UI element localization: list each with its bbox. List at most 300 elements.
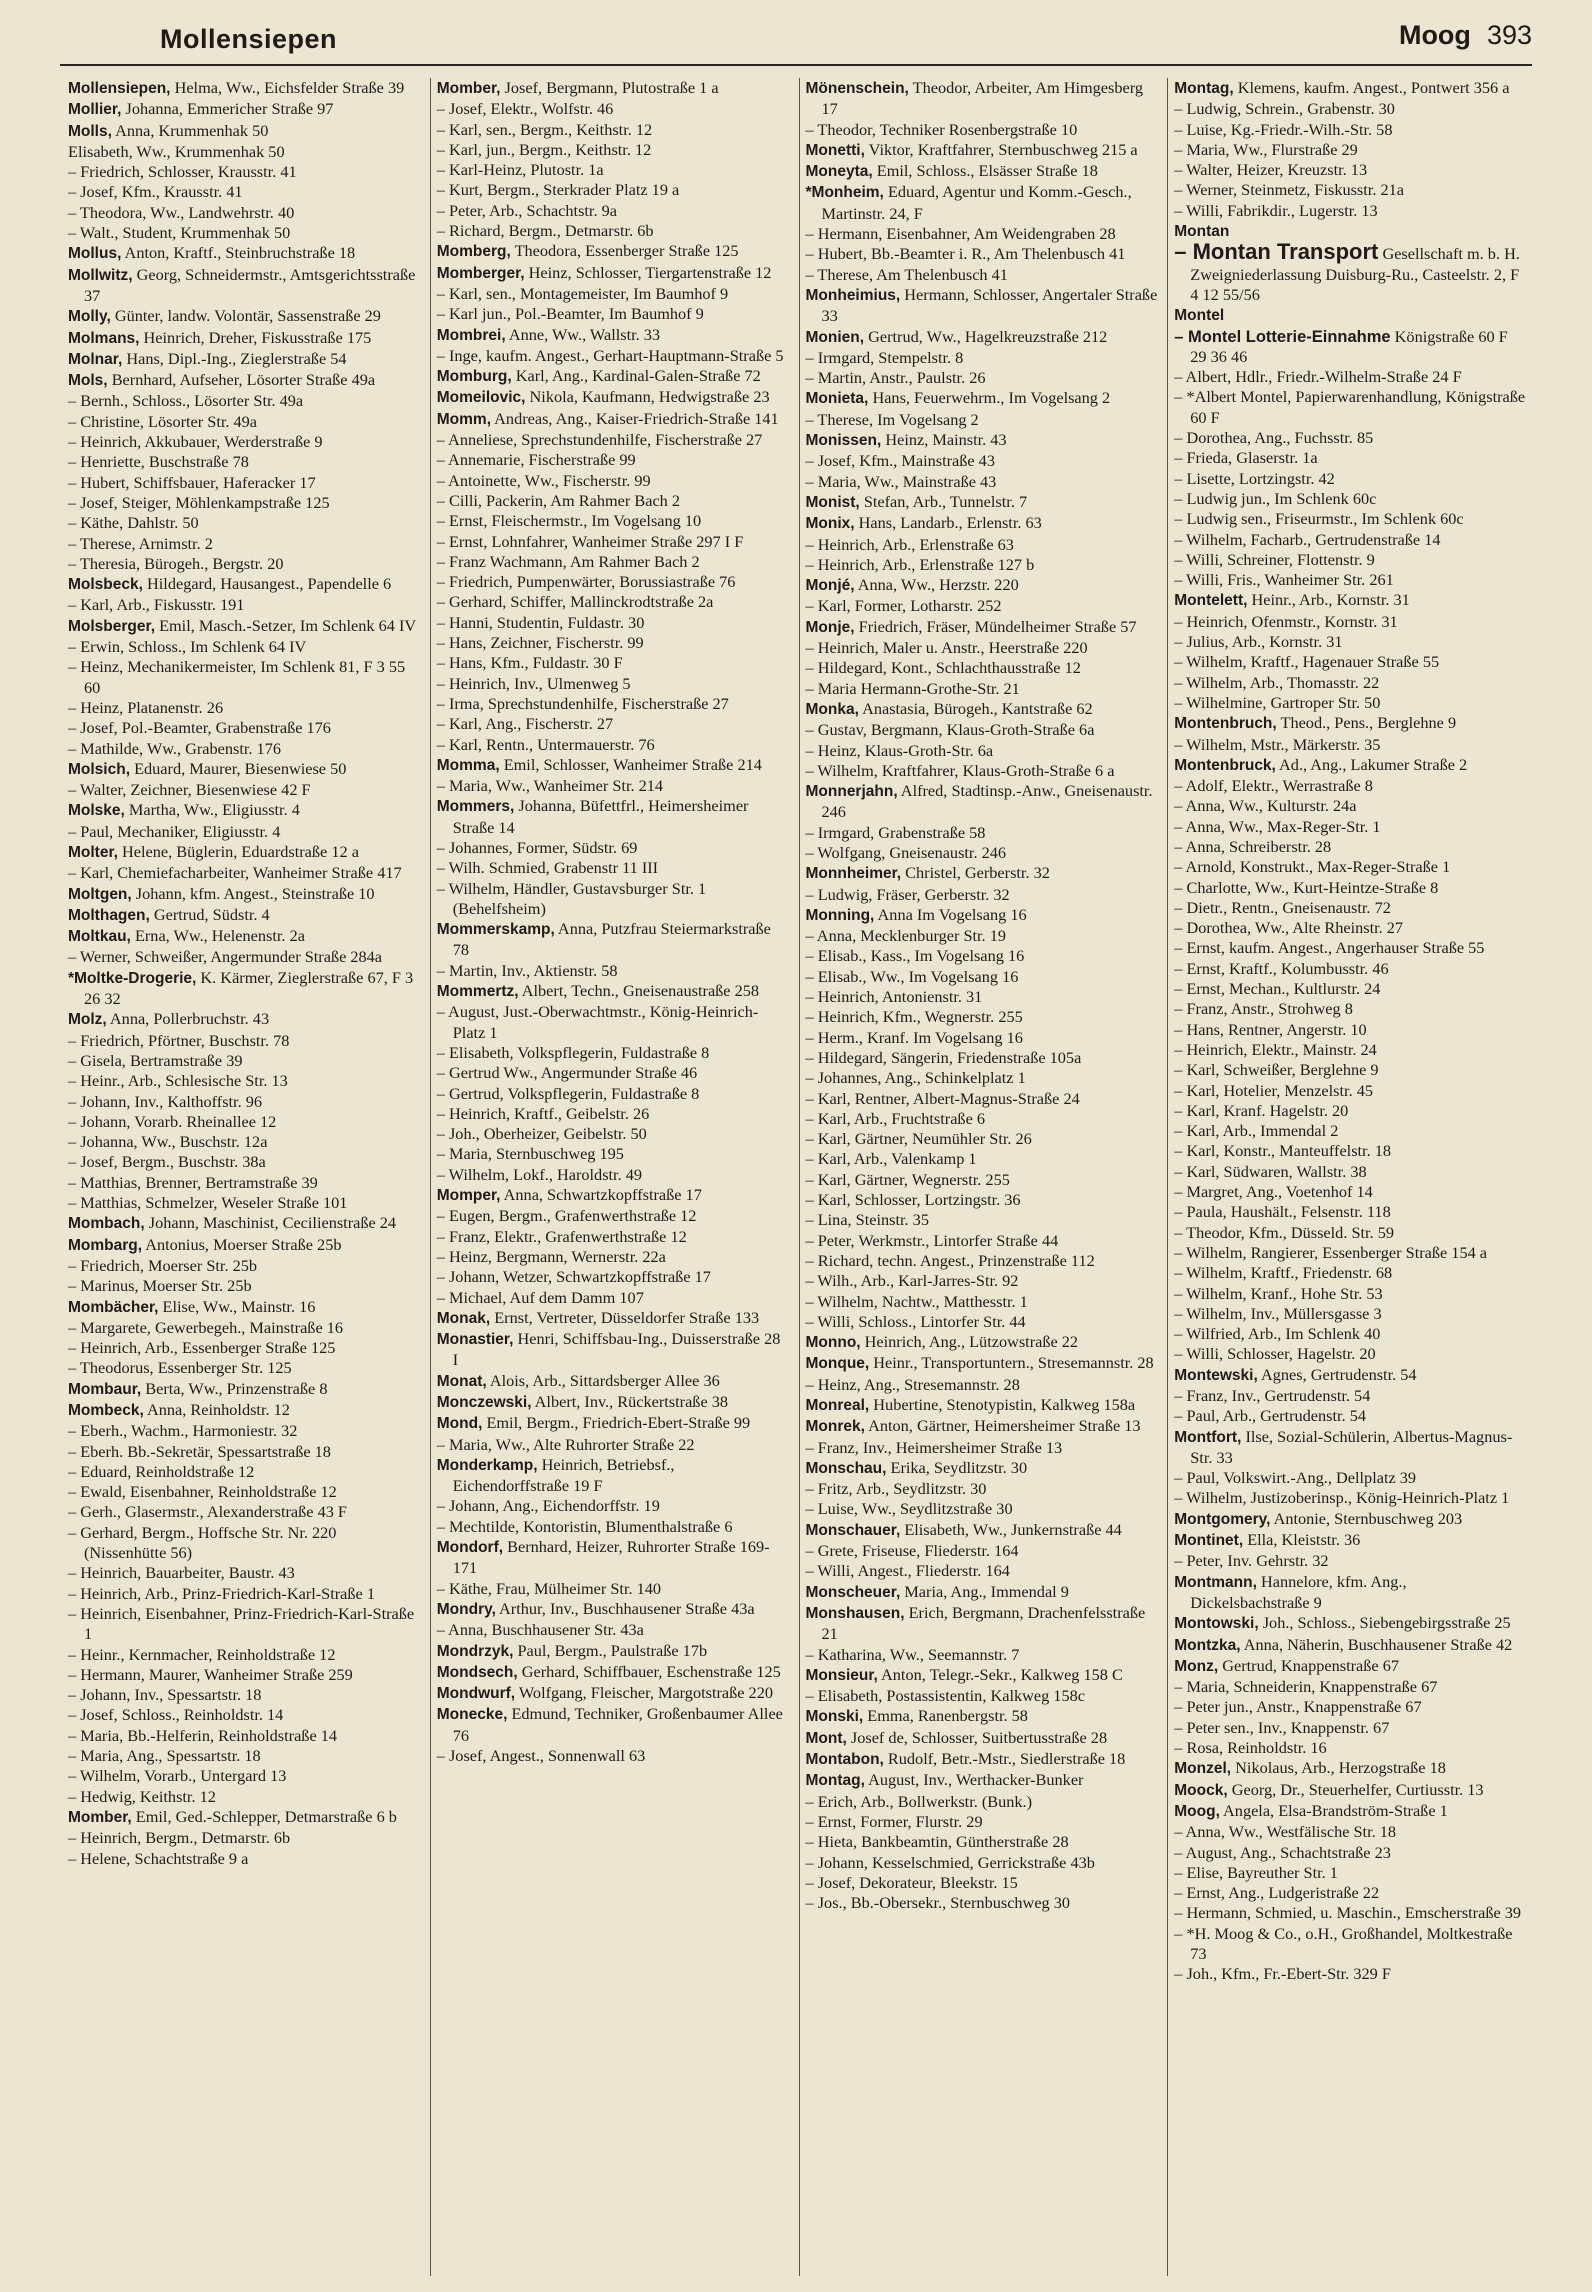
entry-details: Eduard, Maurer, Biesenwiese 50 — [130, 758, 347, 778]
directory-entry — [437, 140, 790, 160]
entry-surname: Montelett, — [1174, 592, 1248, 610]
entry-surname: Montenbruck, — [1174, 756, 1276, 774]
entry-details: – Eberh., Wachm., Harmoniestr. 32 — [68, 1421, 298, 1441]
entry-details: Anna, Näherin, Buschhausener Straße 42 — [1240, 1634, 1513, 1654]
entry-details: – Annemarie, Fischerstraße 99 — [436, 450, 636, 470]
directory-entry — [1174, 1060, 1527, 1080]
entry-details: Elisabeth, Ww., Krummenhak 50 — [68, 141, 285, 161]
directory-entry — [68, 306, 421, 327]
entry-details: Nikola, Kaufmann, Hedwigstraße 23 — [525, 387, 770, 407]
entry-surname: Mondwurf, — [436, 1685, 516, 1703]
entry-surname: Monreal, — [805, 1397, 870, 1414]
entry-details: Klemens, kaufm. Angest., Pontwert 356 a — [1233, 78, 1510, 97]
entry-details: Erna, Ww., Helenenstr. 2a — [130, 926, 305, 946]
entry-details: – Josef, Kfm., Mainstraße 43 — [805, 451, 995, 471]
entry-details: – *Albert Montel, Papierwarenhandlung, Königstraße 60 F — [1174, 387, 1526, 427]
entry-surname: Molsberger, — [68, 617, 155, 635]
entry-surname: Moock, — [1174, 1781, 1228, 1799]
entry-details: – Franz, Anstr., Strohweg 8 — [1174, 999, 1353, 1019]
entry-details: Angela, Elsa-Brandström-Straße 1 — [1219, 1800, 1448, 1820]
entry-details: Gesellschaft m. b. H. Zweigniederlassung Duisburg-Ru., Casteelstr. 2, F 4 12 55/56 — [1190, 244, 1520, 304]
directory-entry — [68, 1849, 421, 1869]
directory-entry — [1174, 1677, 1527, 1697]
directory-entry — [1174, 570, 1527, 590]
entry-details: Erich, Bergmann, Drachenfelsstraße 21 — [821, 1602, 1146, 1644]
directory-entry — [1174, 1758, 1527, 1779]
entry-details: Hans, Landarb., Erlenstr. 63 — [854, 513, 1042, 533]
entry-surname: Mollus, — [68, 245, 122, 263]
directory-entry — [437, 1165, 790, 1185]
directory-entry — [437, 1084, 790, 1104]
directory-entry — [437, 1185, 790, 1206]
entry-details: – Hans, Zeichner, Fischerstr. 99 — [436, 633, 644, 653]
entry-details: – Maria Hermann-Grothe-Str. 21 — [805, 678, 1020, 698]
directory-entry — [437, 838, 790, 858]
directory-entry — [1174, 776, 1527, 796]
directory-entry — [806, 1686, 1159, 1706]
entry-details: – Franz, Elektr., Grafenwerthstraße 12 — [436, 1226, 687, 1246]
directory-entry — [437, 919, 790, 961]
entry-surname: Monzel, — [1174, 1760, 1232, 1778]
directory-entry — [437, 1043, 790, 1063]
directory-entry — [68, 142, 421, 162]
directory-entry — [1174, 327, 1527, 368]
entry-details: Anton, Telegr.-Sekr., Kalkweg 158 C — [877, 1664, 1123, 1684]
entry-details: – Inge, kaufm. Angest., Gerhart-Hauptmann-Straße 5 — [436, 345, 784, 365]
directory-entry — [437, 532, 790, 552]
entry-details: – Heinrich, Akkubauer, Werderstraße 9 — [68, 432, 323, 452]
entry-details: Helene, Büglerin, Eduardstraße 12 a — [117, 841, 359, 861]
directory-entry — [437, 1517, 790, 1537]
entry-details: – Heinrich, Kraftf., Geibelstr. 26 — [436, 1103, 650, 1123]
directory-entry — [68, 1152, 421, 1172]
directory-entry — [68, 637, 421, 657]
directory-entry — [68, 391, 421, 411]
entry-details: Anton, Kraftf., Steinbruchstraße 18 — [121, 243, 356, 263]
entry-surname: Monjé, — [805, 577, 855, 595]
directory-entry — [806, 1438, 1159, 1458]
entry-details: – Wilhelm, Nachtw., Matthesstr. 1 — [805, 1291, 1028, 1311]
directory-entry — [68, 1766, 421, 1786]
entry-surname: Momma, — [436, 756, 500, 774]
entry-details: Viktor, Kraftfahrer, Sternbuschweg 215 a — [864, 139, 1138, 159]
entry-details: – Wilfried, Arb., Im Schlenk 40 — [1174, 1324, 1381, 1344]
directory-entry — [68, 616, 421, 637]
directory-entry — [437, 491, 790, 511]
entry-surname: Mondorf, — [436, 1539, 504, 1557]
entry-details: – Heinrich, Bergm., Detmarstr. 6b — [68, 1828, 291, 1848]
directory-entry — [1174, 1656, 1527, 1677]
directory-entry — [437, 653, 790, 673]
entry-details: – Kurt, Bergm., Sterkrader Platz 19 a — [436, 180, 680, 200]
entry-details: – Mathilde, Ww., Grabenstr. 176 — [68, 738, 281, 758]
entry-surname: Mollwitz, — [68, 266, 133, 284]
entry-details: Theod., Pens., Berglehne 9 — [1276, 713, 1457, 733]
columns-container — [62, 78, 1536, 2276]
entry-surname: Molls, — [68, 122, 112, 140]
directory-entry — [437, 755, 790, 776]
directory-entry — [806, 863, 1159, 884]
directory-entry — [68, 1563, 421, 1583]
entry-details: – Dietr., Rentn., Gneisenaustr. 72 — [1174, 897, 1391, 917]
entry-details: Johanna, Büfettfrl., Heimersheimer Straße 14 — [452, 796, 749, 837]
entry-details: – Johann, Vorarb. Rheinallee 12 — [68, 1111, 277, 1131]
directory-entry — [1174, 857, 1527, 877]
entry-surname: Molsbeck, — [68, 576, 143, 594]
directory-entry — [1174, 999, 1527, 1019]
directory-entry — [68, 863, 421, 883]
entry-surname: Monheimius, — [805, 286, 901, 304]
entry-details: – Lina, Steinstr. 35 — [805, 1210, 929, 1230]
header-right-guide-word: Moog — [1398, 20, 1471, 50]
entry-surname: Molmans, — [68, 329, 140, 347]
directory-entry — [806, 1479, 1159, 1499]
directory-entry — [1174, 1243, 1527, 1263]
directory-entry — [1174, 713, 1527, 734]
directory-entry — [68, 1787, 421, 1807]
entry-details: – Wilhelm, Lokf., Haroldstr. 49 — [436, 1164, 642, 1184]
directory-entry — [68, 759, 421, 780]
column-3 — [800, 78, 1169, 2276]
directory-entry — [806, 1416, 1159, 1437]
directory-entry — [1174, 1040, 1527, 1060]
directory-entry — [437, 1746, 790, 1766]
directory-entry — [437, 1206, 790, 1226]
entry-surname: Momeilovic, — [436, 389, 526, 407]
directory-entry — [68, 452, 421, 472]
entry-details: – Gustav, Bergmann, Klaus-Groth-Straße 6a — [805, 720, 1095, 740]
entry-details: – Wilh., Arb., Karl-Jarres-Str. 92 — [805, 1271, 1019, 1291]
directory-entry — [806, 926, 1159, 946]
entry-details: – Wolfgang, Gneisenaustr. 246 — [805, 842, 1007, 862]
directory-entry — [437, 241, 790, 262]
entry-details: – Dorothea, Ww., Alte Rheinstr. 27 — [1174, 918, 1404, 938]
entry-details: Ilse, Sozial-Schülerin, Albertus-Magnus-Str. 33 — [1190, 1426, 1513, 1467]
entry-surname: Montag, — [1174, 80, 1234, 97]
directory-entry — [1174, 550, 1527, 570]
directory-entry — [806, 265, 1159, 285]
entry-surname: Monnheimer, — [805, 865, 902, 883]
entry-details: – Antoinette, Ww., Fischerstr. 99 — [436, 470, 651, 490]
directory-entry — [806, 1603, 1159, 1645]
directory-entry — [68, 884, 421, 905]
directory-entry — [68, 223, 421, 243]
entry-details: – Heinrich, Ofenmstr., Kornstr. 31 — [1174, 611, 1398, 631]
entry-details: – Ewald, Eisenbahner, Reinholdstraße 12 — [68, 1482, 337, 1502]
entry-details: Johann, kfm. Angest., Steinstraße 10 — [131, 883, 375, 903]
directory-entry — [806, 1792, 1159, 1812]
entry-details: – Irmgard, Stempelstr. 8 — [805, 347, 964, 367]
entry-details: – Maria, Ww., Flurstraße 29 — [1174, 139, 1358, 159]
entry-surname: Monz, — [1174, 1657, 1219, 1675]
directory-entry — [806, 946, 1159, 966]
directory-entry — [1174, 1738, 1527, 1758]
directory-entry — [806, 761, 1159, 781]
directory-entry — [437, 201, 790, 221]
directory-entry — [1174, 1551, 1527, 1571]
directory-entry — [68, 182, 421, 202]
directory-entry — [806, 161, 1159, 182]
directory-entry — [68, 822, 421, 842]
entry-details: – Luise, Ww., Seydlitzstraße 30 — [805, 1499, 1013, 1519]
entry-details: – Maria, Schneiderin, Knappenstraße 67 — [1174, 1677, 1438, 1697]
directory-entry — [1174, 1304, 1527, 1324]
entry-details: – Peter, Arb., Schachtstr. 9a — [436, 200, 617, 220]
directory-entry — [806, 492, 1159, 513]
entry-details: – Martin, Inv., Aktienstr. 58 — [436, 960, 618, 980]
directory-entry — [806, 224, 1159, 244]
entry-details: – Wilhelm, Mstr., Märkerstr. 35 — [1174, 734, 1381, 754]
directory-entry — [806, 1873, 1159, 1893]
entry-details: Hans, Dipl.-Ing., Zieglerstraße 54 — [122, 348, 347, 368]
entry-details: – Peter jun., Anstr., Knappenstraße 67 — [1174, 1697, 1422, 1717]
entry-details: – Elisabeth, Volkspflegerin, Fuldastraße 8 — [436, 1042, 710, 1062]
entry-surname: Mollier, — [68, 101, 122, 119]
entry-surname: Monien, — [805, 328, 865, 346]
entry-details: Hermann, Schlosser, Angertaler Straße 33 — [821, 284, 1158, 326]
entry-details: Hubertine, Stenotypistin, Kalkweg 158a — [869, 1395, 1136, 1414]
directory-entry — [437, 387, 790, 408]
directory-entry — [68, 1482, 421, 1502]
entry-details: – Wilhelm, Arb., Thomasstr. 22 — [1174, 672, 1380, 692]
directory-entry — [1174, 1182, 1527, 1202]
directory-entry — [806, 1312, 1159, 1332]
entry-surname: Molly, — [68, 308, 111, 326]
entry-details: – Karl, Gärtner, Neumühler Str. 26 — [805, 1129, 1032, 1149]
entry-details: – Karl, Konstr., Manteuffelstr. 18 — [1174, 1141, 1392, 1161]
entry-details: – Paul, Arb., Gertrudenstr. 54 — [1174, 1406, 1366, 1426]
entry-details: Maria, Ang., Immendal 9 — [900, 1581, 1069, 1601]
directory-entry — [1174, 652, 1527, 672]
directory-entry — [806, 1292, 1159, 1312]
directory-entry — [1174, 99, 1527, 119]
directory-entry — [68, 1358, 421, 1378]
directory-entry — [437, 879, 790, 920]
entry-details: Paul, Bergm., Paulstraße 17b — [513, 1640, 708, 1660]
entry-surname: Mombeck, — [68, 1402, 144, 1419]
directory-entry — [806, 1068, 1159, 1088]
directory-entry — [806, 843, 1159, 863]
entry-details: – Karl-Heinz, Plutostr. 1a — [436, 160, 604, 180]
entry-surname: Monissen, — [805, 432, 882, 450]
entry-surname: Montfort, — [1174, 1428, 1242, 1446]
entry-details: Antonie, Sternbuschweg 203 — [1270, 1508, 1463, 1528]
entry-details: – Karl, Arb., Fiskusstr. 191 — [68, 595, 245, 615]
entry-details: – Wilh. Schmied, Grabenstr 11 III — [436, 858, 659, 878]
directory-entry — [806, 182, 1159, 224]
entry-details: – Ernst, Lohnfahrer, Wanheimer Straße 297 I F — [436, 531, 744, 551]
entry-details: – Heinz, Klaus-Groth-Str. 6a — [805, 740, 994, 760]
entry-details: Anna, Krummenhak 50 — [111, 120, 269, 140]
entry-details: Heinrich, Ang., Lützowstraße 22 — [860, 1332, 1079, 1352]
directory-entry — [68, 203, 421, 223]
entry-details: Anna Im Vogelsang 16 — [874, 904, 1027, 924]
entry-surname: Mombächer, — [68, 1298, 159, 1316]
entry-surname: Monno, — [805, 1334, 861, 1352]
entry-details: Josef de, Schlosser, Suitbertusstraße 28 — [846, 1727, 1108, 1747]
directory-entry — [806, 1089, 1159, 1109]
directory-entry — [1174, 878, 1527, 898]
directory-entry — [68, 1645, 421, 1665]
directory-entry — [1174, 78, 1527, 99]
directory-entry — [806, 78, 1159, 120]
directory-entry — [1174, 1822, 1527, 1842]
directory-entry — [1174, 1141, 1527, 1161]
entry-details: – Wilhelm, Justizoberinsp., König-Heinrich-Platz 1 — [1174, 1488, 1510, 1508]
entry-details: – Katharina, Ww., Seemannstr. 7 — [805, 1644, 1020, 1664]
directory-entry — [437, 263, 790, 284]
entry-details: Berta, Ww., Prinzenstraße 8 — [141, 1378, 328, 1398]
entry-details: – Josef, Schloss., Reinholdstr. 14 — [68, 1705, 284, 1725]
directory-entry — [1174, 979, 1527, 999]
entry-surname: Montowski, — [1174, 1615, 1259, 1633]
entry-details: – Mechtilde, Kontoristin, Blumenthalstraße 6 — [436, 1516, 733, 1536]
entry-surname: Moog, — [1174, 1802, 1220, 1820]
directory-entry — [1174, 1324, 1527, 1344]
entry-details: – Hildegard, Sängerin, Friedenstraße 105a — [805, 1047, 1082, 1067]
entry-details: – Paul, Volkswirt.-Ang., Dellplatz 39 — [1174, 1468, 1417, 1488]
entry-details: Alois, Arb., Sittardsberger Allee 36 — [486, 1370, 720, 1390]
directory-entry — [68, 739, 421, 759]
directory-entry — [806, 658, 1159, 678]
entry-details: – Käthe, Frau, Mülheimer Str. 140 — [436, 1578, 662, 1598]
directory-entry — [1174, 735, 1527, 755]
entry-details: – Irma, Sprechstundenhilfe, Fischerstraße 27 — [436, 693, 729, 713]
entry-details: – Käthe, Dahlstr. 50 — [68, 513, 199, 533]
directory-entry — [806, 1109, 1159, 1129]
entry-surname: Momberger, — [436, 264, 525, 282]
directory-entry — [806, 967, 1159, 987]
entry-details: – *H. Moog & Co., o.H., Großhandel, Moltkestraße 73 — [1174, 1923, 1513, 1964]
entry-details: – Ludwig sen., Friseurmstr., Im Schlenk 60c — [1174, 509, 1464, 529]
entry-details: – Albert, Hdlr., Friedr.-Wilhelm-Straße 24 F — [1174, 367, 1462, 387]
entry-details: – Therese, Im Vogelsang 2 — [805, 409, 979, 429]
directory-entry — [806, 472, 1159, 492]
entry-details: – Josef, Pol.-Beamter, Grabenstraße 176 — [68, 718, 331, 738]
directory-entry — [437, 1579, 790, 1599]
directory-entry — [806, 905, 1159, 926]
entry-details: Anne, Ww., Wallstr. 33 — [505, 324, 661, 344]
directory-entry — [1174, 1964, 1527, 1984]
entry-details: – Gerh., Glasermstr., Alexanderstraße 43 F — [68, 1502, 347, 1522]
entry-surname: Monschauer, — [805, 1521, 901, 1539]
directory-entry — [806, 1007, 1159, 1027]
directory-entry — [806, 1541, 1159, 1561]
entry-details: – Theodor, Techniker Rosenbergstraße 10 — [805, 119, 1078, 139]
entry-details: – Elisab., Ww., Im Vogelsang 16 — [805, 966, 1019, 986]
directory-entry — [437, 735, 790, 755]
entry-details: – Anneliese, Sprechstundenhilfe, Fischerstraße 27 — [436, 430, 763, 450]
directory-entry — [437, 1308, 790, 1329]
entry-details: – Hubert, Bb.-Beamter i. R., Am Thelenbusch 41 — [805, 244, 1126, 264]
entry-details: – Willi, Schlosser, Hagelstr. 20 — [1174, 1344, 1376, 1364]
entry-details: Georg, Schneidermstr., Amtsgerichtsstraße 37 — [84, 264, 416, 305]
entry-details: – Hanni, Studentin, Fuldastr. 30 — [436, 612, 645, 632]
directory-entry — [1174, 1863, 1527, 1883]
directory-entry — [806, 1028, 1159, 1048]
entry-details: – Josef, Bergm., Buschstr. 38a — [68, 1152, 266, 1172]
directory-entry — [68, 1235, 421, 1256]
directory-entry — [1174, 140, 1527, 160]
entry-details: – Franz Wachmann, Am Rahmer Bach 2 — [436, 551, 700, 571]
directory-entry — [437, 1144, 790, 1164]
entry-details: – Wilhelm, Kraftf., Friedenstr. 68 — [1174, 1263, 1393, 1283]
entry-details: – Anna, Mecklenburger Str. 19 — [805, 926, 1006, 946]
entry-details: – Johann, Inv., Spessartstr. 18 — [68, 1685, 262, 1705]
entry-details: – Anna, Ww., Westfälische Str. 18 — [1174, 1822, 1397, 1842]
entry-details: Stefan, Arb., Tunnelstr. 7 — [859, 491, 1028, 511]
directory-entry — [68, 1031, 421, 1051]
entry-details: – Maria, Bb.-Helferin, Reinholdstraße 14 — [68, 1725, 338, 1745]
entry-details: Anastasia, Bürogeh., Kantstraße 62 — [858, 698, 1093, 718]
directory-entry — [806, 451, 1159, 471]
entry-details: Bernhard, Heizer, Ruhrorter Straße 169-171 — [452, 1537, 770, 1578]
directory-entry — [68, 1297, 421, 1318]
directory-entry — [1174, 673, 1527, 693]
entry-details: – Johannes, Ang., Schinkelplatz 1 — [805, 1068, 1026, 1088]
entry-surname: *Moltke-Drogerie, — [68, 969, 197, 987]
entry-details: – Herm., Kranf. Im Vogelsang 16 — [805, 1027, 1023, 1047]
directory-entry — [437, 613, 790, 633]
directory-entry — [1174, 1530, 1527, 1551]
entry-surname: Monschau, — [805, 1459, 887, 1477]
entry-surname: Molthagen, — [68, 906, 150, 924]
entry-details: – Heinrich, Eisenbahner, Prinz-Friedrich-Karl-Straße 1 — [68, 1603, 415, 1644]
entry-surname: Montzka, — [1174, 1636, 1241, 1654]
directory-entry — [1174, 1488, 1527, 1508]
directory-entry — [1174, 530, 1527, 550]
entry-details: August, Inv., Werthacker-Bunker — [864, 1770, 1084, 1790]
directory-entry — [68, 1523, 421, 1564]
entry-details: – Karl, sen., Montagemeister, Im Baumhof 9 — [436, 283, 729, 303]
directory-entry — [1174, 1924, 1527, 1965]
directory-entry — [68, 718, 421, 738]
entry-details: – Hermann, Eisenbahner, Am Weidengraben 28 — [805, 224, 1116, 244]
directory-entry — [437, 180, 790, 200]
entry-details: – Rosa, Reinholdstr. 16 — [1174, 1738, 1327, 1758]
directory-entry — [806, 679, 1159, 699]
directory-entry — [806, 1853, 1159, 1873]
entry-details: – Helene, Schachtstraße 9 a — [68, 1848, 249, 1868]
entry-details: – Hildegard, Kont., Schlachthausstraße 12 — [805, 658, 1081, 678]
directory-entry — [68, 842, 421, 863]
entry-surname: Monat, — [436, 1372, 487, 1390]
entry-surname: Monieta, — [805, 390, 869, 408]
entry-details: – Ludwig jun., Im Schlenk 60c — [1174, 488, 1377, 508]
directory-entry — [806, 1210, 1159, 1230]
directory-entry — [437, 1662, 790, 1683]
entry-details: – Hermann, Maurer, Wanheimer Straße 259 — [68, 1664, 353, 1684]
entry-details: – Anna, Ww., Kulturstr. 24a — [1174, 796, 1357, 816]
directory-entry — [68, 1442, 421, 1462]
entry-details: – Marinus, Moerser Str. 25b — [68, 1276, 252, 1296]
entry-details: Agnes, Gertrudenstr. 54 — [1257, 1364, 1417, 1384]
entry-details: – Anna, Buschhausener Str. 43a — [436, 1620, 644, 1640]
entry-surname: Momm, — [436, 410, 491, 428]
directory-entry — [437, 796, 790, 838]
directory-entry — [1174, 305, 1527, 326]
entry-details: – Fritz, Arb., Seydlitzstr. 30 — [805, 1479, 987, 1499]
entry-details: – August, Just.-Oberwachtmstr., König-Heinrich-Platz 1 — [436, 1002, 759, 1042]
directory-entry — [1174, 201, 1527, 221]
directory-entry — [1174, 1427, 1527, 1469]
entry-surname: Momber, — [68, 1808, 132, 1826]
directory-entry — [806, 555, 1159, 575]
entry-details: Helma, Ww., Eichsfelder Straße 39 — [170, 78, 405, 97]
entry-details: Emma, Ranenbergstr. 58 — [863, 1706, 1028, 1726]
column-4 — [1168, 78, 1536, 2276]
directory-entry — [68, 1400, 421, 1421]
